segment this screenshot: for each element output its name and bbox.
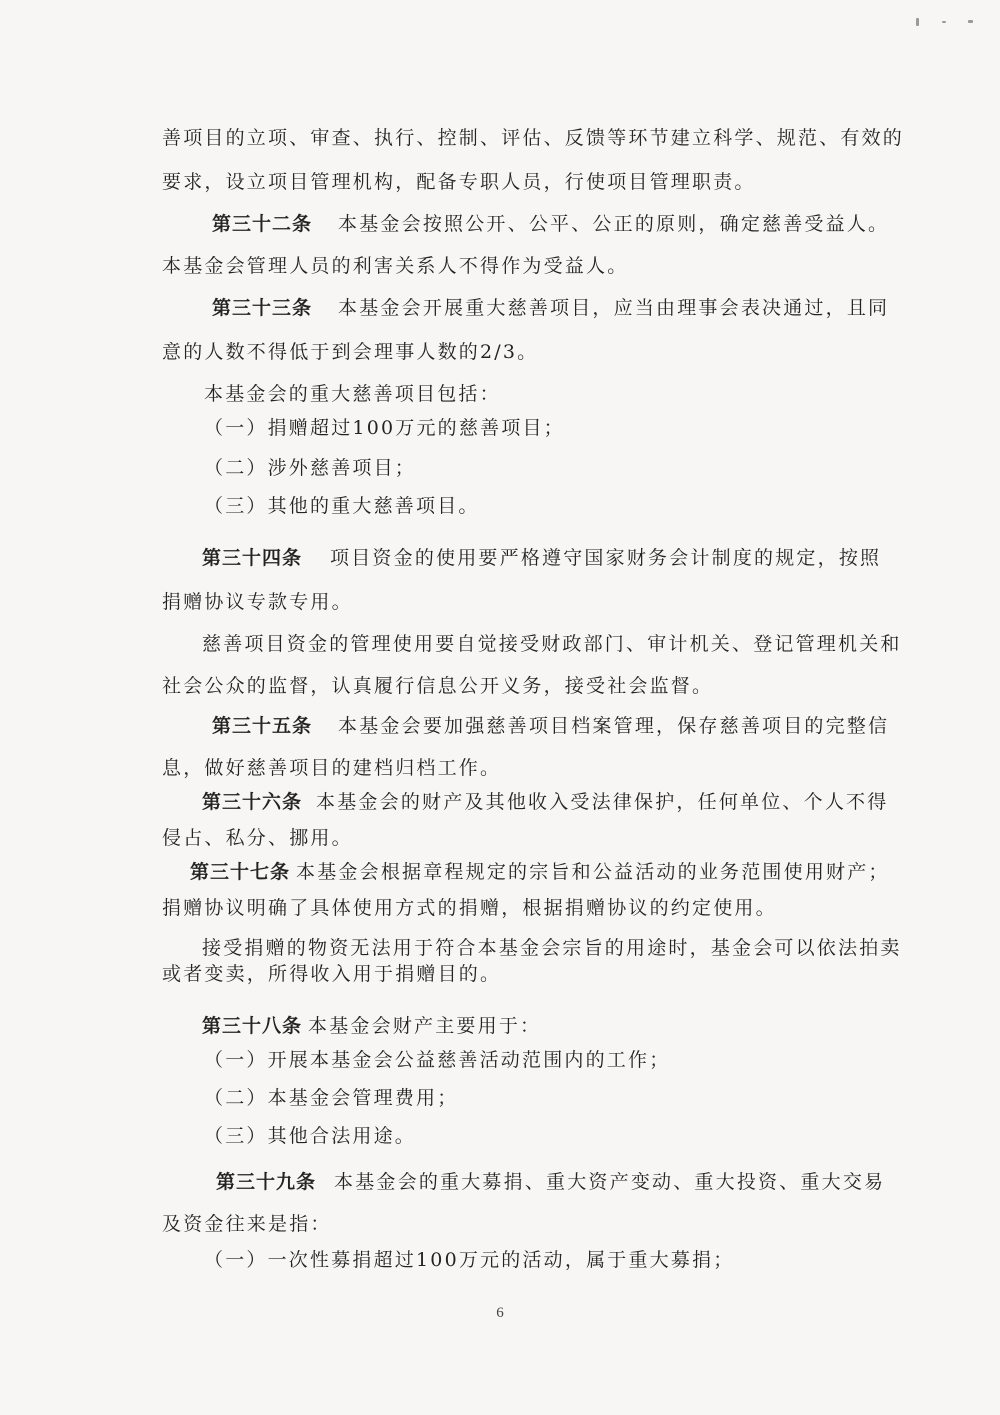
list-item	[204, 416, 565, 440]
body-line	[162, 756, 501, 780]
line-text: 社会公众的监督，认真履行信息公开义务，接受社会监督。	[162, 675, 714, 697]
line-text: （二）本基金会管理费用；	[204, 1087, 459, 1109]
article-heading: 第三十七条	[190, 861, 291, 883]
list-item	[204, 494, 480, 518]
article-heading: 第三十六条	[202, 791, 303, 813]
article-line	[212, 296, 889, 320]
line-text: 本基金会的重大慈善项目包括：	[204, 383, 501, 405]
line-text: 意的人数不得低于到会理事人数的2/3。	[162, 341, 539, 363]
article-heading: 第三十八条	[202, 1015, 303, 1037]
line-text: 本基金会管理人员的利害关系人不得作为受益人。	[162, 255, 629, 277]
body-line	[162, 126, 904, 150]
body-line	[202, 632, 902, 656]
body-line	[162, 170, 756, 194]
list-item	[204, 1048, 670, 1072]
line-text: 项目资金的使用要严格遵守国家财务会计制度的规定，按照	[330, 547, 882, 569]
line-text: （一）捐赠超过100万元的慈善项目；	[204, 417, 565, 439]
line-text: 本基金会按照公开、公平、公正的原则，确定慈善受益人。	[338, 213, 890, 235]
line-text: 侵占、私分、挪用。	[162, 827, 353, 849]
body-line	[162, 962, 501, 986]
article-line	[202, 790, 888, 814]
line-text: 本基金会财产主要用于：	[308, 1015, 542, 1037]
list-item	[204, 1086, 458, 1110]
scan-speck	[968, 20, 973, 23]
body-line	[162, 826, 353, 850]
line-text: 及资金往来是指：	[162, 1213, 332, 1235]
line-text: （三）其他合法用途。	[204, 1125, 417, 1147]
article-line	[190, 860, 890, 884]
scan-speck	[942, 21, 946, 23]
list-item	[204, 1248, 734, 1272]
line-text: 要求，设立项目管理机构，配备专职人员，行使项目管理职责。	[162, 171, 756, 193]
line-text: 或者变卖，所得收入用于捐赠目的。	[162, 963, 502, 985]
line-text: （三）其他的重大慈善项目。	[204, 495, 480, 517]
list-item	[204, 1124, 416, 1148]
line-text: 捐赠协议明确了具体使用方式的捐赠，根据捐赠协议的约定使用。	[162, 897, 777, 919]
article-heading: 第三十二条	[212, 213, 313, 235]
line-text: 本基金会根据章程规定的宗旨和公益活动的业务范围使用财产；	[296, 861, 890, 883]
article-line	[216, 1170, 885, 1194]
article-line	[212, 714, 889, 738]
line-text: （二）涉外慈善项目；	[204, 457, 417, 479]
page-number: 6	[496, 1305, 504, 1321]
body-line	[162, 254, 628, 278]
line-text: 本基金会的财产及其他收入受法律保护，任何单位、个人不得	[316, 791, 889, 813]
line-text: （一）开展本基金会公益慈善活动范围内的工作；	[204, 1049, 671, 1071]
line-text: 息，做好慈善项目的建档归档工作。	[162, 757, 502, 779]
line-text: 慈善项目资金的管理使用要自觉接受财政部门、审计机关、登记管理机关和	[202, 633, 902, 655]
body-line	[162, 896, 777, 920]
article-heading: 第三十四条	[202, 547, 303, 569]
article-heading: 第三十九条	[216, 1171, 317, 1193]
article-heading: 第三十五条	[212, 715, 313, 737]
line-text: 本基金会要加强慈善项目档案管理，保存慈善项目的完整信	[338, 715, 890, 737]
body-line	[162, 340, 538, 364]
body-line	[162, 1212, 332, 1236]
body-line	[202, 936, 902, 960]
list-item	[204, 456, 416, 480]
article-line	[202, 546, 881, 570]
scan-speck	[916, 18, 919, 26]
line-text: （一）一次性募捐超过100万元的活动，属于重大募捐；	[204, 1249, 735, 1271]
article-line	[202, 1014, 541, 1038]
line-text: 本基金会的重大募捐、重大资产变动、重大投资、重大交易	[334, 1171, 886, 1193]
body-line	[162, 674, 713, 698]
line-text: 捐赠协议专款专用。	[162, 591, 353, 613]
body-line	[162, 590, 353, 614]
line-text: 善项目的立项、审查、执行、控制、评估、反馈等环节建立科学、规范、有效的	[162, 127, 905, 149]
line-text: 本基金会开展重大慈善项目，应当由理事会表决通过，且同	[338, 297, 890, 319]
article-line	[212, 212, 889, 236]
article-heading: 第三十三条	[212, 297, 313, 319]
line-text: 接受捐赠的物资无法用于符合本基金会宗旨的用途时，基金会可以依法拍卖	[202, 937, 902, 959]
body-line	[204, 382, 501, 406]
